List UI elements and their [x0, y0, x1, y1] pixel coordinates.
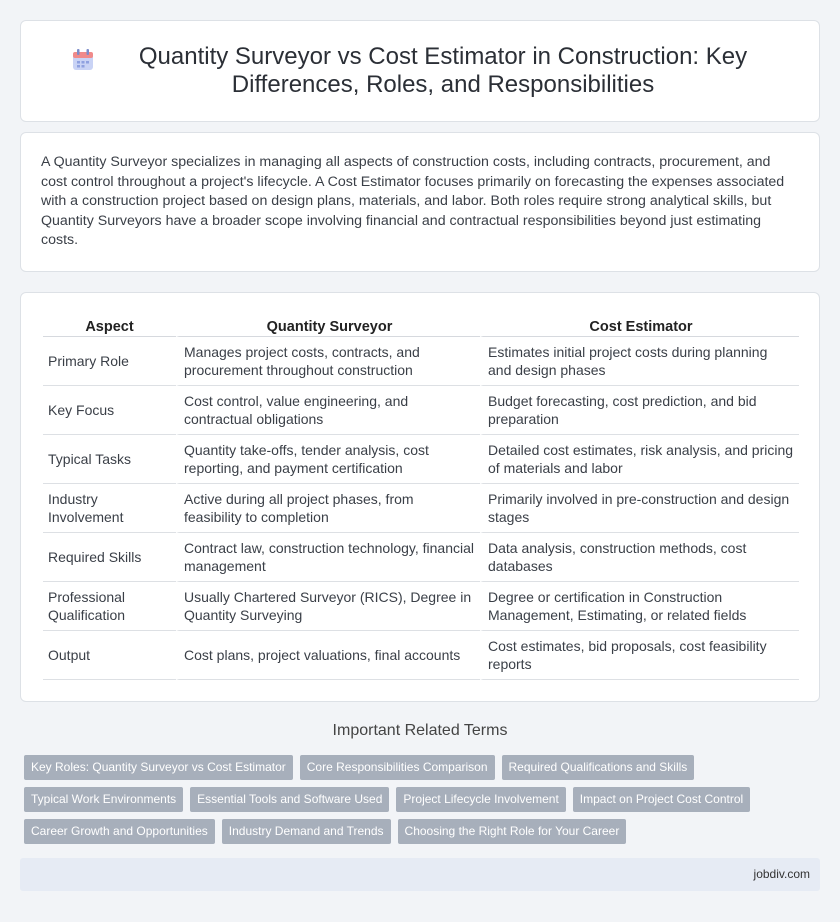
- comparison-card: [20, 292, 820, 702]
- page-title: Quantity Surveyor vs Cost Estimator in Construction: Key Differences, Roles, and Responsibilities: [138, 43, 748, 98]
- quantity-surveyor-cell: Active during all project phases, from feasibility to completion: [176, 484, 480, 533]
- aspect-cell: Required Skills: [43, 533, 176, 582]
- header-quantity-surveyor: Quantity Surveyor: [176, 307, 480, 337]
- table-row: [43, 386, 799, 435]
- related-terms-row: [24, 787, 824, 812]
- quantity-surveyor-cell: Manages project costs, contracts, and procurement throughout construction: [176, 337, 480, 386]
- cost-estimator-cell: Data analysis, construction methods, cost databases: [480, 533, 799, 582]
- related-terms-list: [24, 755, 824, 851]
- cost-estimator-cell: Estimates initial project costs during planning and design phases: [480, 337, 799, 386]
- comparison-table: [43, 307, 799, 680]
- related-term-tag[interactable]: Essential Tools and Software Used: [190, 787, 389, 812]
- related-term-tag[interactable]: Career Growth and Opportunities: [24, 819, 215, 844]
- table-row: [43, 435, 799, 484]
- related-terms-row: [24, 755, 824, 780]
- intro-card: [20, 132, 820, 272]
- cost-estimator-cell: Detailed cost estimates, risk analysis, and pricing of materials and labor: [480, 435, 799, 484]
- header-aspect: Aspect: [43, 307, 176, 337]
- cost-estimator-cell: Cost estimates, bid proposals, cost feasibility reports: [480, 631, 799, 680]
- cost-estimator-cell: Budget forecasting, cost prediction, and bid preparation: [480, 386, 799, 435]
- related-term-tag[interactable]: Typical Work Environments: [24, 787, 183, 812]
- aspect-cell: Professional Qualification: [43, 582, 176, 631]
- title-card: [20, 20, 820, 122]
- quantity-surveyor-cell: Quantity take-offs, tender analysis, cost reporting, and payment certification: [176, 435, 480, 484]
- related-term-tag[interactable]: Key Roles: Quantity Surveyor vs Cost Estimator: [24, 755, 293, 780]
- quantity-surveyor-cell: Usually Chartered Surveyor (RICS), Degree in Quantity Surveying: [176, 582, 480, 631]
- aspect-cell: Output: [43, 631, 176, 680]
- related-terms-heading: Important Related Terms: [332, 722, 508, 739]
- footer-site-link[interactable]: jobdiv.com: [753, 867, 810, 881]
- aspect-cell: Typical Tasks: [43, 435, 176, 484]
- cost-estimator-cell: Primarily involved in pre-construction and design stages: [480, 484, 799, 533]
- related-term-tag[interactable]: Project Lifecycle Involvement: [396, 787, 565, 812]
- aspect-cell: Primary Role: [43, 337, 176, 386]
- related-term-tag[interactable]: Impact on Project Cost Control: [573, 787, 750, 812]
- related-term-tag[interactable]: Industry Demand and Trends: [222, 819, 391, 844]
- quantity-surveyor-cell: Cost control, value engineering, and contractual obligations: [176, 386, 480, 435]
- table-header-row: [43, 307, 799, 337]
- quantity-surveyor-cell: Contract law, construction technology, financial management: [176, 533, 480, 582]
- table-row: [43, 631, 799, 680]
- table-row: [43, 337, 799, 386]
- related-term-tag[interactable]: Choosing the Right Role for Your Career: [398, 819, 627, 844]
- table-row: [43, 582, 799, 631]
- intro-paragraph: A Quantity Surveyor specializes in managing all aspects of construction costs, including contracts, procurement, and cost control throughout a project's lifecycle. A Cost Estimator focuses primarily on forecasting the expenses associated with a construction project based on design plans, materials, and labor. Both roles require strong analytical skills, but Quantity Surveyors have a broader scope involving financial and contractual responsibilities beyond just estimating costs.: [41, 154, 785, 248]
- related-term-tag[interactable]: Core Responsibilities Comparison: [300, 755, 495, 780]
- quantity-surveyor-cell: Cost plans, project valuations, final accounts: [176, 631, 480, 680]
- header-cost-estimator: Cost Estimator: [480, 307, 799, 337]
- related-terms-row: [24, 819, 824, 844]
- table-row: [43, 533, 799, 582]
- aspect-cell: Industry Involvement: [43, 484, 176, 533]
- related-term-tag[interactable]: Required Qualifications and Skills: [502, 755, 695, 780]
- footer: [20, 858, 820, 891]
- calendar-icon: [70, 47, 96, 73]
- table-row: [43, 484, 799, 533]
- cost-estimator-cell: Degree or certification in Construction Management, Estimating, or related fields: [480, 582, 799, 631]
- aspect-cell: Key Focus: [43, 386, 176, 435]
